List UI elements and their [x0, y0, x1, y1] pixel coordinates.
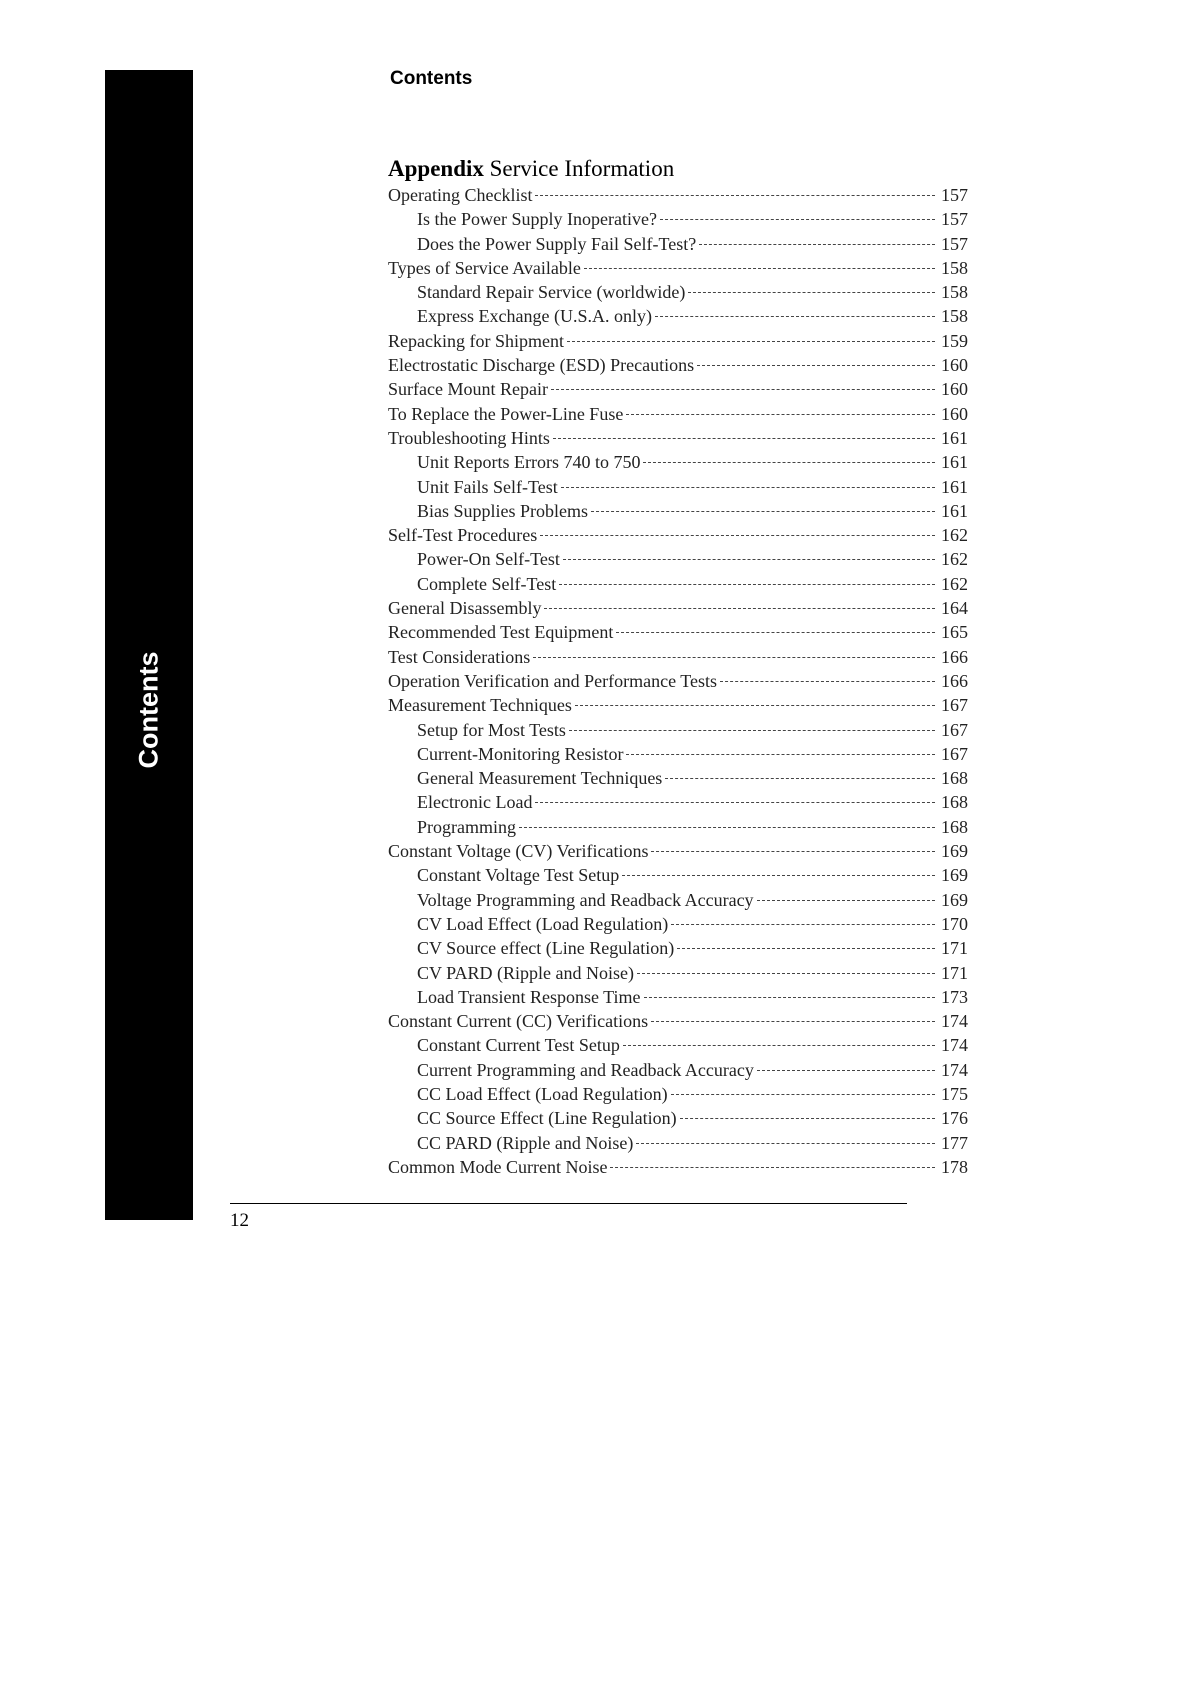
- table-of-contents: [388, 185, 968, 1181]
- toc-entry[interactable]: [388, 768, 968, 792]
- toc-entry-page: 159: [941, 330, 968, 351]
- dot-leader: [651, 1021, 935, 1022]
- dot-leader: [616, 632, 935, 633]
- toc-entry-title: Bias Supplies Problems: [417, 500, 589, 521]
- toc-entry-page: 158: [941, 306, 968, 327]
- toc-entry-page: 174: [941, 1059, 968, 1080]
- dot-leader: [563, 559, 935, 560]
- toc-entry-title: CC PARD (Ripple and Noise): [417, 1132, 634, 1153]
- toc-entry[interactable]: [388, 574, 968, 598]
- toc-entry-title: Types of Service Available: [388, 257, 581, 278]
- toc-entry[interactable]: [388, 1133, 968, 1157]
- dot-leader: [610, 1167, 935, 1168]
- dot-leader: [551, 389, 935, 390]
- toc-entry-page: 175: [941, 1083, 968, 1104]
- toc-entry-title: Constant Current (CC) Verifications: [388, 1011, 649, 1032]
- dot-leader: [553, 438, 935, 439]
- dot-leader: [544, 608, 935, 609]
- toc-entry[interactable]: [388, 428, 968, 452]
- toc-entry-title: Power-On Self-Test: [417, 549, 560, 570]
- toc-entry[interactable]: [388, 720, 968, 744]
- toc-entry-page: 168: [941, 816, 968, 837]
- toc-entry-page: 174: [941, 1035, 968, 1056]
- toc-entry[interactable]: [388, 865, 968, 889]
- dot-leader: [680, 1118, 935, 1119]
- toc-entry[interactable]: [388, 1035, 968, 1059]
- toc-entry[interactable]: [388, 282, 968, 306]
- toc-entry-page: 173: [941, 986, 968, 1007]
- toc-entry-title: Test Considerations: [388, 646, 531, 667]
- dot-leader: [671, 924, 935, 925]
- toc-entry-title: Complete Self-Test: [417, 573, 557, 594]
- toc-entry[interactable]: [388, 1084, 968, 1108]
- toc-entry-page: 160: [941, 355, 968, 376]
- toc-entry-page: 169: [941, 841, 968, 862]
- toc-entry-title: CC Source Effect (Line Regulation): [417, 1108, 677, 1129]
- toc-entry-page: 161: [941, 476, 968, 497]
- toc-entry-page: 176: [941, 1108, 968, 1129]
- running-head: Contents: [390, 68, 473, 89]
- dot-leader: [519, 827, 935, 828]
- toc-entry[interactable]: [388, 841, 968, 865]
- toc-entry-page: 162: [941, 549, 968, 570]
- toc-entry-page: 167: [941, 719, 968, 740]
- toc-entry-title: Electronic Load: [417, 792, 533, 813]
- toc-entry[interactable]: [388, 477, 968, 501]
- toc-entry-page: 157: [941, 185, 968, 205]
- toc-entry-page: 166: [941, 670, 968, 691]
- toc-entry[interactable]: [388, 355, 968, 379]
- dot-leader: [533, 657, 935, 658]
- dot-leader: [643, 462, 935, 463]
- toc-entry-page: 164: [941, 598, 968, 619]
- dot-leader: [677, 948, 935, 949]
- dot-leader: [697, 365, 935, 366]
- toc-entry-title: Operating Checklist: [388, 185, 533, 205]
- toc-entry[interactable]: [388, 306, 968, 330]
- toc-entry-page: 158: [941, 257, 968, 278]
- dot-leader: [699, 244, 935, 245]
- toc-entry[interactable]: [388, 963, 968, 987]
- toc-entry-title: Repacking for Shipment: [388, 330, 564, 351]
- toc-entry[interactable]: [388, 549, 968, 573]
- toc-entry-page: 161: [941, 452, 968, 473]
- toc-entry-title: General Measurement Techniques: [417, 768, 663, 789]
- toc-entry[interactable]: [388, 1011, 968, 1035]
- toc-entry-title: Express Exchange (U.S.A. only): [417, 306, 652, 327]
- toc-entry[interactable]: [388, 914, 968, 938]
- toc-entry[interactable]: [388, 452, 968, 476]
- toc-entry[interactable]: [388, 379, 968, 403]
- toc-entry-title: Voltage Programming and Readback Accuracy: [417, 889, 754, 910]
- toc-entry-title: Electrostatic Discharge (ESD) Precautions: [388, 355, 695, 376]
- toc-entry-title: Recommended Test Equipment: [388, 622, 614, 643]
- toc-entry-title: Measurement Techniques: [388, 695, 572, 716]
- toc-entry-title: Is the Power Supply Inoperative?: [417, 209, 657, 230]
- toc-entry[interactable]: [388, 647, 968, 671]
- dot-leader: [644, 997, 935, 998]
- toc-entry-page: 170: [941, 913, 968, 934]
- dot-leader: [561, 487, 935, 488]
- toc-entry-page: 171: [941, 962, 968, 983]
- dot-leader: [535, 195, 935, 196]
- dot-leader: [567, 341, 935, 342]
- toc-entry-page: 160: [941, 379, 968, 400]
- toc-entry-page: 169: [941, 865, 968, 886]
- dot-leader: [569, 730, 935, 731]
- toc-entry-title: Troubleshooting Hints: [388, 427, 550, 448]
- toc-entry-page: 171: [941, 938, 968, 959]
- dot-leader: [651, 851, 935, 852]
- side-tab: [105, 70, 193, 1220]
- toc-entry[interactable]: [388, 525, 968, 549]
- dot-leader: [591, 511, 935, 512]
- toc-entry[interactable]: [388, 234, 968, 258]
- toc-entry[interactable]: [388, 622, 968, 646]
- toc-entry-title: Setup for Most Tests: [417, 719, 566, 740]
- toc-entry[interactable]: [388, 1157, 968, 1181]
- dot-leader: [575, 705, 935, 706]
- toc-entry-title: Current-Monitoring Resistor: [417, 743, 624, 764]
- toc-entry-title: Surface Mount Repair: [388, 379, 548, 400]
- toc-entry-title: Programming: [417, 816, 516, 837]
- dot-leader: [671, 1094, 935, 1095]
- toc-entry[interactable]: [388, 695, 968, 719]
- toc-entry-title: CV Source effect (Line Regulation): [417, 938, 675, 959]
- toc-entry-title: Constant Voltage Test Setup: [417, 865, 620, 886]
- toc-entry-title: Does the Power Supply Fail Self-Test?: [417, 233, 697, 254]
- toc-entry-page: 157: [941, 233, 968, 254]
- toc-entry-title: Unit Reports Errors 740 to 750: [417, 452, 641, 473]
- toc-entry[interactable]: [388, 1108, 968, 1132]
- toc-entry-title: Unit Fails Self-Test: [417, 476, 558, 497]
- dot-leader: [637, 973, 935, 974]
- toc-entry-page: 161: [941, 500, 968, 521]
- dot-leader: [636, 1143, 935, 1144]
- toc-entry-title: CV Load Effect (Load Regulation): [417, 913, 669, 934]
- toc-entry-title: CV PARD (Ripple and Noise): [417, 962, 635, 983]
- footer-page-number: 12: [230, 1210, 249, 1231]
- toc-entry-page: 161: [941, 427, 968, 448]
- toc-entry-page: 158: [941, 282, 968, 303]
- toc-entry-title: Operation Verification and Performance Tests: [388, 670, 717, 691]
- side-tab-label: Contents: [133, 651, 164, 769]
- dot-leader: [623, 1045, 935, 1046]
- toc-entry-title: Standard Repair Service (worldwide): [417, 282, 686, 303]
- toc-entry-title: Constant Current Test Setup: [417, 1035, 620, 1056]
- appendix-title: Service Information: [489, 156, 675, 181]
- toc-entry[interactable]: [388, 671, 968, 695]
- dot-leader: [535, 802, 935, 803]
- toc-entry-title: Self-Test Procedures: [388, 525, 538, 546]
- toc-entry-page: 178: [941, 1156, 968, 1177]
- dot-leader: [626, 414, 935, 415]
- toc-entry[interactable]: [388, 987, 968, 1011]
- toc-entry-page: 162: [941, 525, 968, 546]
- dot-leader: [665, 778, 935, 779]
- toc-entry[interactable]: [388, 792, 968, 816]
- toc-entry-page: 160: [941, 403, 968, 424]
- appendix-heading: [388, 156, 674, 182]
- toc-entry-page: 168: [941, 768, 968, 789]
- toc-entry-page: 167: [941, 743, 968, 764]
- dot-leader: [688, 292, 935, 293]
- toc-entry-title: Load Transient Response Time: [417, 986, 641, 1007]
- dot-leader: [757, 1070, 935, 1071]
- dot-leader: [540, 535, 935, 536]
- toc-entry-title: Current Programming and Readback Accuracy: [417, 1059, 754, 1080]
- toc-entry-title: General Disassembly: [388, 598, 542, 619]
- footer-rule: [230, 1203, 907, 1204]
- dot-leader: [757, 900, 935, 901]
- appendix-label: Appendix: [388, 156, 484, 181]
- dot-leader: [559, 584, 935, 585]
- toc-entry[interactable]: [388, 1060, 968, 1084]
- toc-entry[interactable]: [388, 331, 968, 355]
- toc-entry[interactable]: [388, 209, 968, 233]
- toc-entry-page: 169: [941, 889, 968, 910]
- toc-entry-page: 168: [941, 792, 968, 813]
- toc-entry-title: To Replace the Power-Line Fuse: [388, 403, 624, 424]
- toc-entry-title: Common Mode Current Noise: [388, 1156, 608, 1177]
- toc-entry[interactable]: [388, 598, 968, 622]
- toc-entry-page: 157: [941, 209, 968, 230]
- dot-leader: [584, 268, 935, 269]
- toc-entry[interactable]: [388, 258, 968, 282]
- toc-entry-page: 162: [941, 573, 968, 594]
- dot-leader: [655, 316, 935, 317]
- toc-entry-page: 177: [941, 1132, 968, 1153]
- toc-entry-title: CC Load Effect (Load Regulation): [417, 1083, 668, 1104]
- toc-entry[interactable]: [388, 817, 968, 841]
- toc-entry[interactable]: [388, 890, 968, 914]
- dot-leader: [660, 219, 935, 220]
- toc-entry-page: 166: [941, 646, 968, 667]
- toc-entry-page: 165: [941, 622, 968, 643]
- toc-entry-page: 174: [941, 1011, 968, 1032]
- toc-entry[interactable]: [388, 744, 968, 768]
- toc-entry[interactable]: [388, 501, 968, 525]
- dot-leader: [626, 754, 935, 755]
- dot-leader: [622, 875, 935, 876]
- dot-leader: [720, 681, 935, 682]
- toc-entry-title: Constant Voltage (CV) Verifications: [388, 841, 649, 862]
- toc-entry[interactable]: [388, 938, 968, 962]
- toc-entry[interactable]: [388, 404, 968, 428]
- toc-entry[interactable]: [388, 185, 968, 209]
- toc-entry-page: 167: [941, 695, 968, 716]
